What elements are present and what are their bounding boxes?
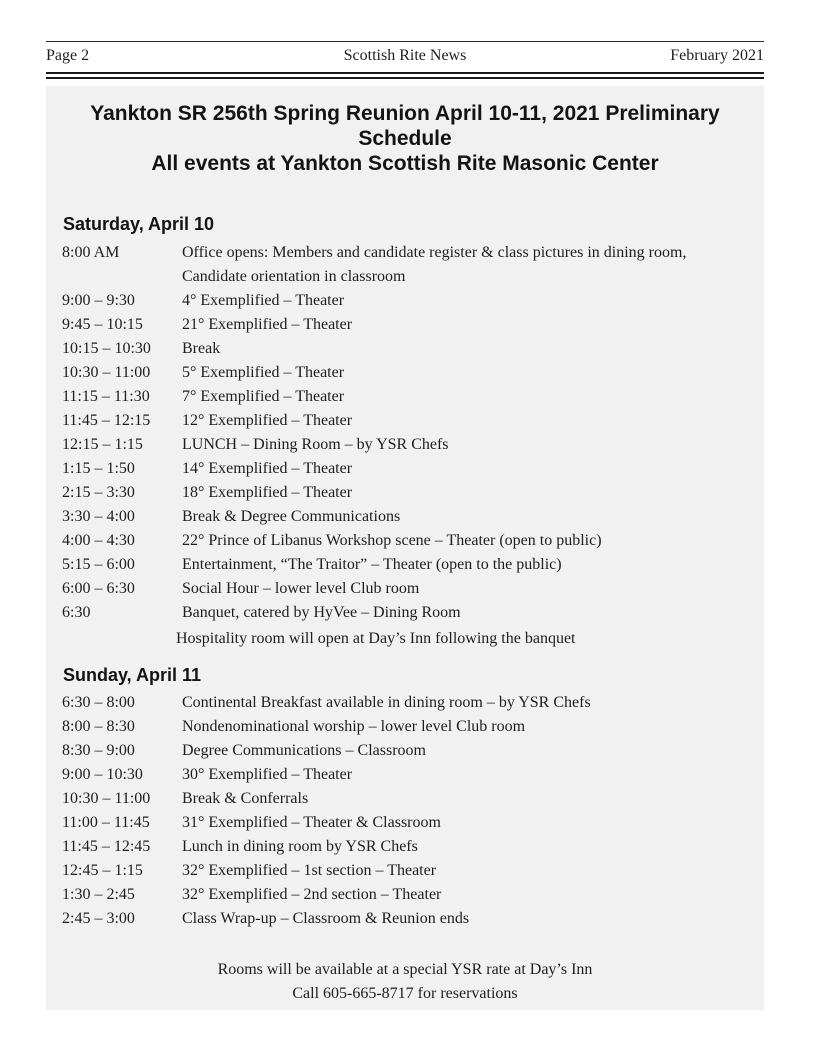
row-time: 11:45 – 12:15 (62, 412, 151, 429)
schedule-row (62, 811, 742, 835)
row-time: 9:45 – 10:15 (62, 316, 143, 333)
row-time: 2:15 – 3:30 (62, 484, 135, 501)
row-time: 9:00 – 9:30 (62, 292, 135, 309)
row-event: Nondenominational worship – lower level Club room (182, 718, 526, 735)
schedule-row (62, 313, 742, 337)
row-time: 8:30 – 9:00 (62, 742, 135, 759)
row-event: 30° Exemplified – Theater (182, 766, 353, 783)
row-event: 7° Exemplified – Theater (182, 388, 345, 405)
row-time: 3:30 – 4:00 (62, 508, 135, 525)
schedule-row (62, 553, 742, 577)
sunday-heading: Sunday, April 11 (63, 665, 202, 685)
row-event: 18° Exemplified – Theater (182, 484, 353, 501)
schedule-row (62, 577, 742, 601)
row-event: Entertainment, “The Traitor” – Theater (open to the public) (182, 556, 562, 573)
schedule-row (62, 385, 742, 409)
schedule-row (62, 691, 742, 715)
row-event: Break & Conferrals (182, 790, 309, 807)
schedule-row (62, 739, 742, 763)
row-time: 6:30 – 8:00 (62, 694, 135, 711)
schedule-row (62, 241, 742, 289)
row-event: 32° Exemplified – 1st section – Theater (182, 862, 437, 879)
row-event: 32° Exemplified – 2nd section – Theater (182, 886, 442, 903)
row-event: 31° Exemplified – Theater & Classroom (182, 814, 441, 831)
row-event: Banquet, catered by HyVee – Dining Room (182, 604, 461, 621)
row-event: LUNCH – Dining Room – by YSR Chefs (182, 436, 449, 453)
schedule-row (62, 835, 742, 859)
schedule-row (62, 601, 742, 625)
row-time: 2:45 – 3:00 (62, 910, 135, 927)
row-event: 12° Exemplified – Theater (182, 412, 353, 429)
row-time: 8:00 AM (62, 244, 120, 261)
hospitality-note: Hospitality room will open at Day’s Inn following the banquet (176, 630, 576, 647)
row-event: Social Hour – lower level Club room (182, 580, 420, 597)
row-event: 4° Exemplified – Theater (182, 292, 345, 309)
schedule-row (62, 457, 742, 481)
schedule-row (62, 505, 742, 529)
row-time: 4:00 – 4:30 (62, 532, 135, 549)
row-time: 12:15 – 1:15 (62, 436, 143, 453)
row-event: Break (182, 340, 221, 357)
page-number: Page 2 (46, 47, 90, 64)
header-top-rule (46, 41, 764, 42)
footer-line-1: Rooms will be available at a special YSR rate at Day’s Inn (217, 961, 593, 978)
schedule-row (62, 361, 742, 385)
publication-name: Scottish Rite News (343, 47, 467, 64)
row-time: 11:00 – 11:45 (62, 814, 150, 831)
row-event: 21° Exemplified – Theater (182, 316, 353, 333)
row-event: Class Wrap-up – Classroom & Reunion ends (182, 910, 470, 927)
row-time: 6:00 – 6:30 (62, 580, 135, 597)
row-time: 8:00 – 8:30 (62, 718, 135, 735)
issue-date: February 2021 (670, 47, 764, 64)
sunday-schedule (62, 691, 742, 931)
title-line-2: Schedule (358, 127, 452, 150)
schedule-row (62, 529, 742, 553)
footer-line-2: Call 605-665-8717 for reservations (292, 985, 518, 1002)
schedule-row (62, 337, 742, 361)
title-line-1: Yankton SR 256th Spring Reunion April 10-11, 2021 Preliminary (90, 102, 720, 125)
row-time: 1:15 – 1:50 (62, 460, 135, 477)
schedule-row (62, 481, 742, 505)
schedule-title (56, 101, 754, 176)
row-event: Office opens: Members and candidate register & class pictures in dining room, Candidate orientation in classroom (182, 244, 687, 285)
row-time: 10:30 – 11:00 (62, 790, 151, 807)
row-time: 10:15 – 10:30 (62, 340, 151, 357)
schedule-row (62, 787, 742, 811)
schedule-row (62, 883, 742, 907)
header-rule-lower (46, 77, 764, 79)
row-time: 5:15 – 6:00 (62, 556, 135, 573)
row-time: 9:00 – 10:30 (62, 766, 143, 783)
schedule-row (62, 859, 742, 883)
saturday-heading: Saturday, April 10 (63, 214, 215, 234)
row-event: 5° Exemplified – Theater (182, 364, 345, 381)
saturday-schedule (62, 241, 742, 625)
title-line-3: All events at Yankton Scottish Rite Masonic Center (151, 152, 659, 175)
row-time: 12:45 – 1:15 (62, 862, 143, 879)
reservation-note (56, 958, 754, 1006)
row-event: Break & Degree Communications (182, 508, 401, 525)
schedule-row (62, 715, 742, 739)
schedule-row (62, 907, 742, 931)
row-event: Lunch in dining room by YSR Chefs (182, 838, 418, 855)
row-event: Continental Breakfast available in dining room – by YSR Chefs (182, 694, 591, 711)
schedule-row (62, 289, 742, 313)
row-time: 6:30 (62, 604, 91, 621)
row-event: 22° Prince of Libanus Workshop scene – Theater (open to public) (182, 532, 602, 549)
schedule-row (62, 409, 742, 433)
row-time: 11:45 – 12:45 (62, 838, 151, 855)
header-rule-upper (46, 72, 764, 74)
schedule-row (62, 763, 742, 787)
page-header (46, 47, 764, 71)
row-event: Degree Communications – Classroom (182, 742, 426, 759)
row-time: 11:15 – 11:30 (62, 388, 150, 405)
row-event: 14° Exemplified – Theater (182, 460, 353, 477)
row-time: 10:30 – 11:00 (62, 364, 151, 381)
row-time: 1:30 – 2:45 (62, 886, 135, 903)
schedule-row (62, 433, 742, 457)
